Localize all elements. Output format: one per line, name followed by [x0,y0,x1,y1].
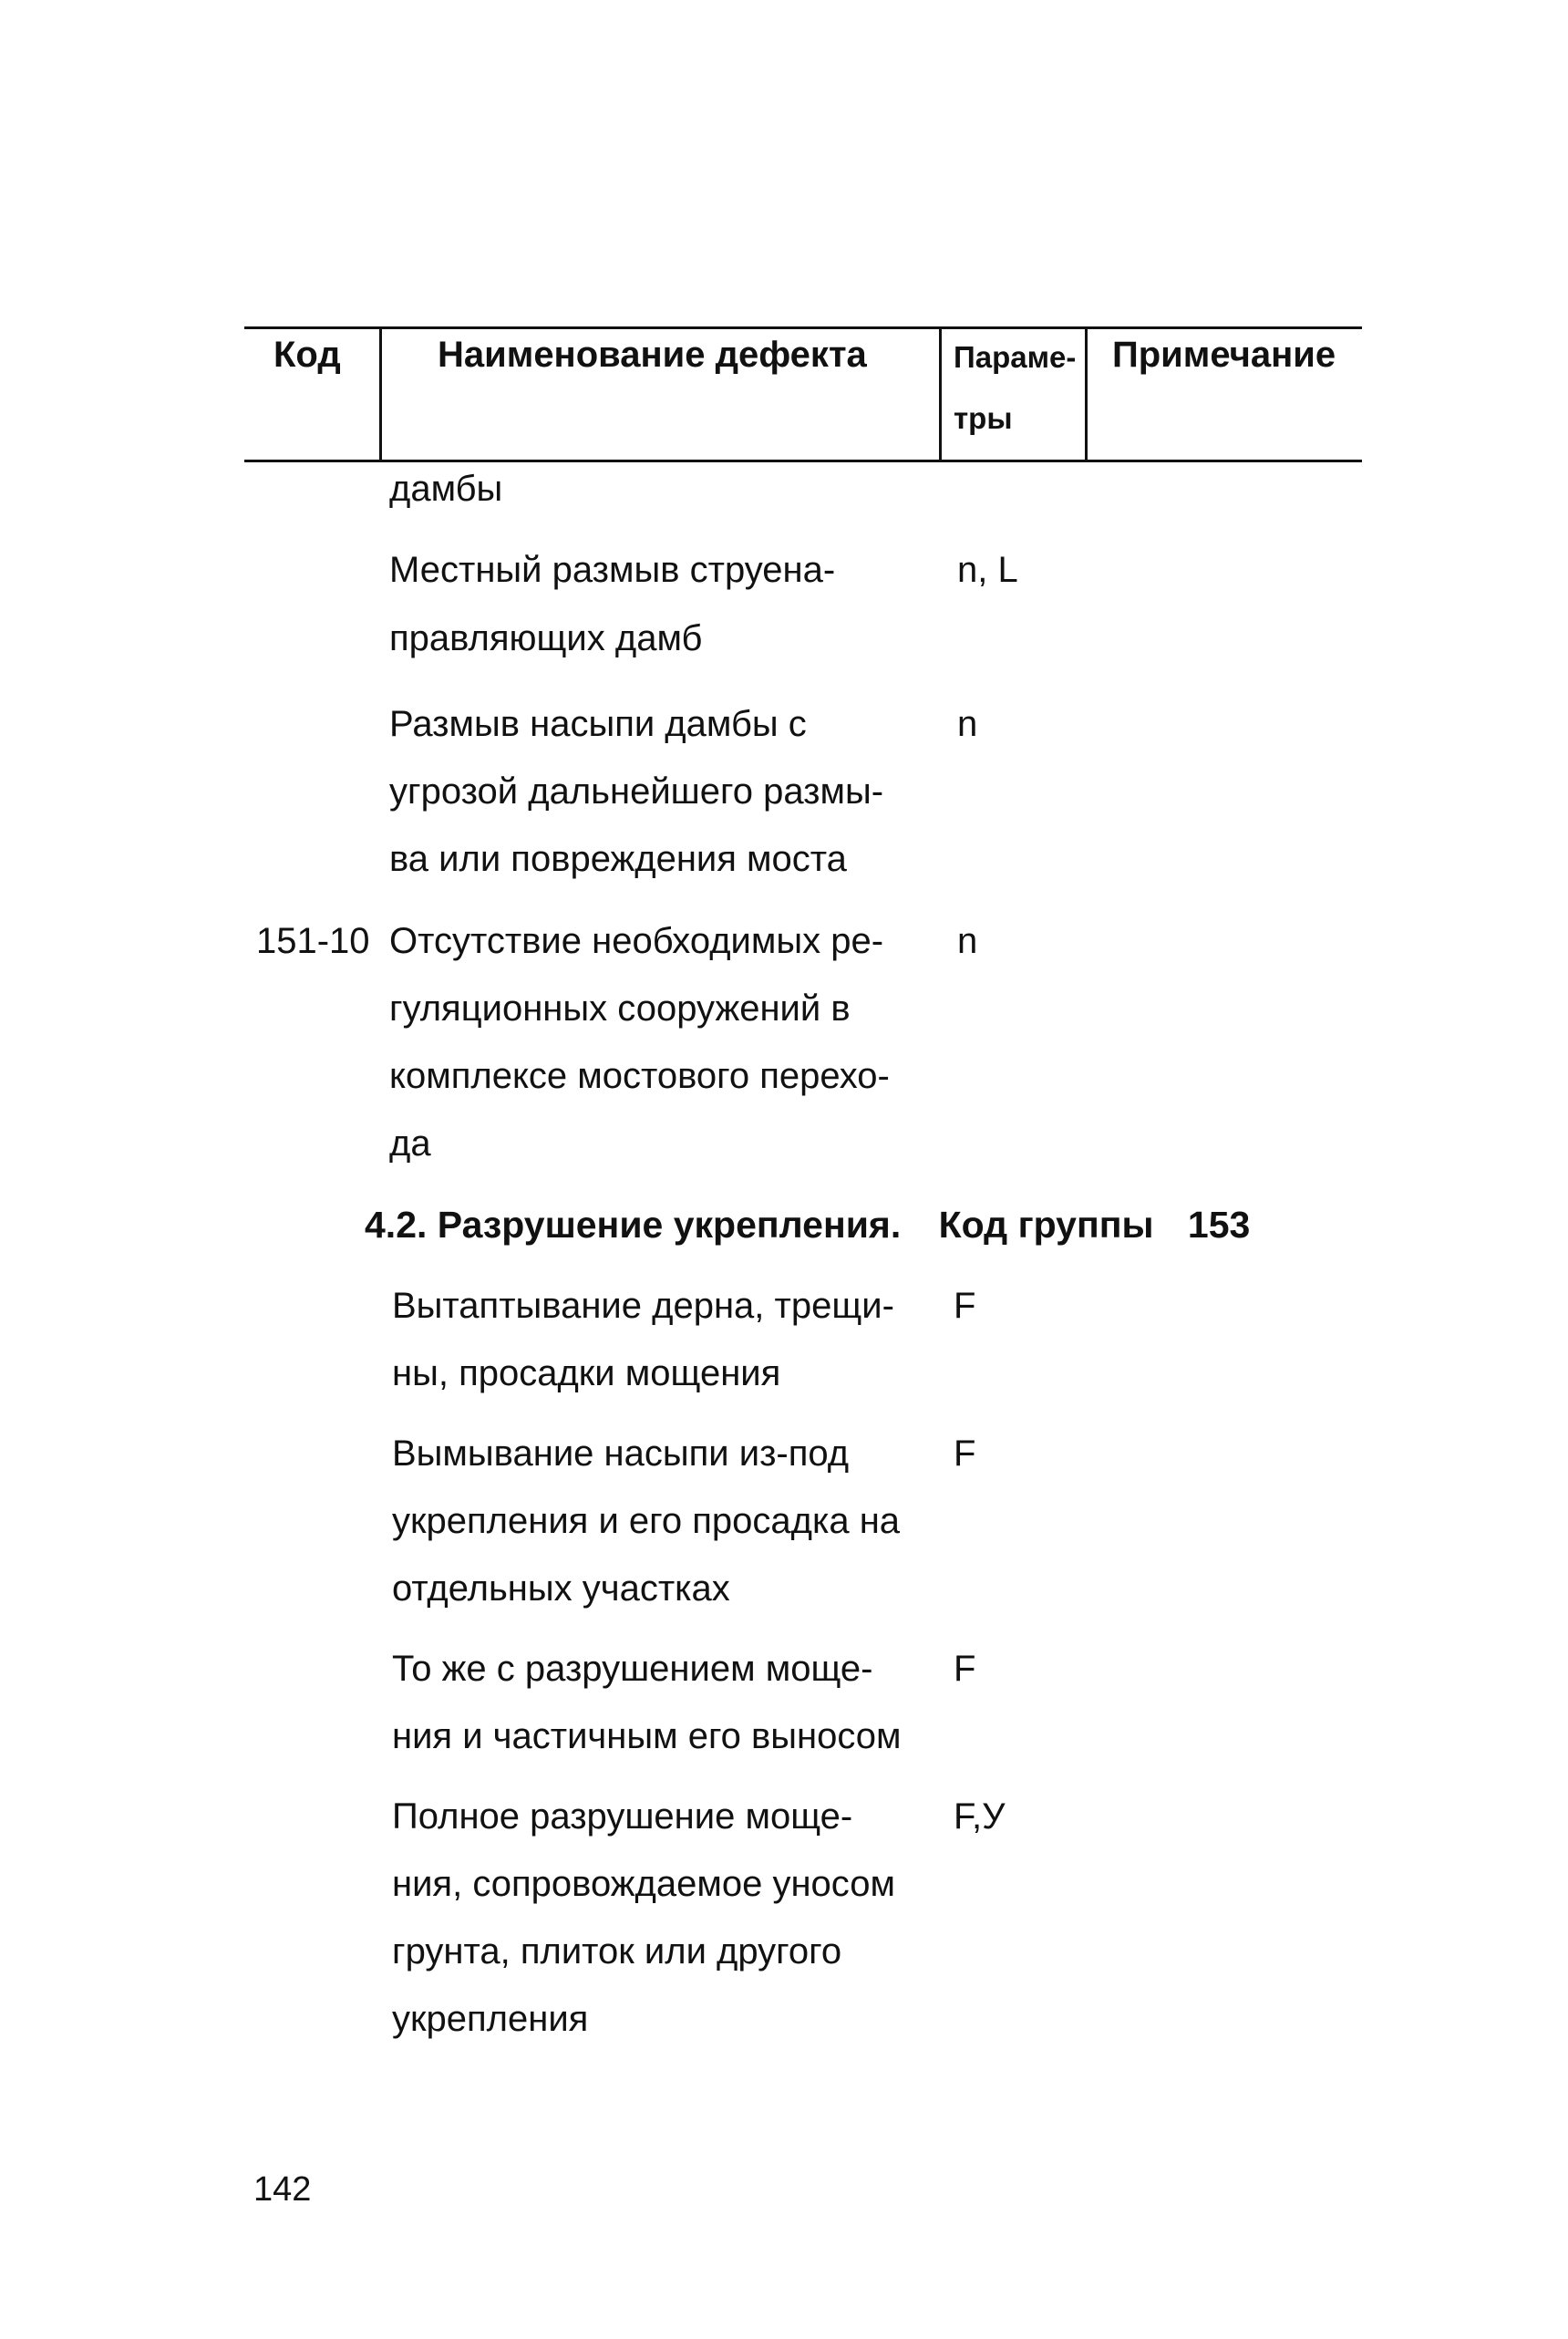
row-params: F [954,1433,976,1474]
row-text-line: укрепления [392,1999,589,2039]
section-group-code: 153 [1187,1204,1251,1246]
header-params-line1: Параме- [954,340,1077,374]
row-params: F [954,1286,976,1326]
row-text-line: Вытаптывание дерна, трещи- [392,1286,894,1326]
section-heading [365,1206,1250,1244]
row-text-line: грунта, плиток или другого [392,1931,842,1972]
page-number: 142 [253,2170,312,2209]
row-text-line: да [389,1123,431,1164]
row-text-line: комплексе мостового перехо- [389,1056,890,1096]
row-text-line: Отсутствие необходимых ре- [389,921,884,961]
section-title: 4.2. Разрушение укрепления. [365,1204,902,1246]
row-text-line: То же с разрушением моще- [392,1649,873,1689]
header-divider-3 [1085,326,1088,461]
row-text-line: ва или повреждения моста [389,839,847,879]
row-params: n, L [957,550,1018,590]
header-top-rule [244,326,1362,329]
row-text-line: ния, сопровождаемое уносом [392,1864,895,1904]
row-text-line: дамбы [389,469,503,509]
header-divider-1 [379,326,382,461]
row-text-line: Вымывание насыпи из-под [392,1433,850,1474]
row-text-line: Размыв насыпи дамбы с [389,704,807,744]
header-defect-name: Наименование дефекта [438,335,867,375]
row-text-line: Полное разрушение моще- [392,1796,853,1837]
header-params-line2: тры [954,401,1013,435]
row-text-line: отдельных участках [392,1568,730,1609]
row-params: F,У [954,1796,1006,1837]
row-params: n [957,921,978,961]
row-params: F [954,1649,976,1689]
row-text-line: правляющих дамб [389,618,703,658]
row-text-line: угрозой дальнейшего размы- [389,771,884,812]
row-text-line: гуляционных сооружений в [389,988,851,1029]
row-text-line: ны, просадки мощения [392,1353,781,1393]
header-code: Код [273,335,341,375]
row-params: n [957,704,978,744]
row-text-line: ния и частичным его выносом [392,1716,902,1756]
header-divider-2 [939,326,942,461]
header-bottom-rule [244,460,1362,462]
section-group-label: Код группы [938,1204,1154,1246]
row-text-line: Местный размыв струена- [389,550,836,590]
row-text-line: укрепления и его просадка на [392,1501,901,1541]
header-note: Примечание [1112,335,1336,375]
row-code: 151-10 [256,921,370,961]
